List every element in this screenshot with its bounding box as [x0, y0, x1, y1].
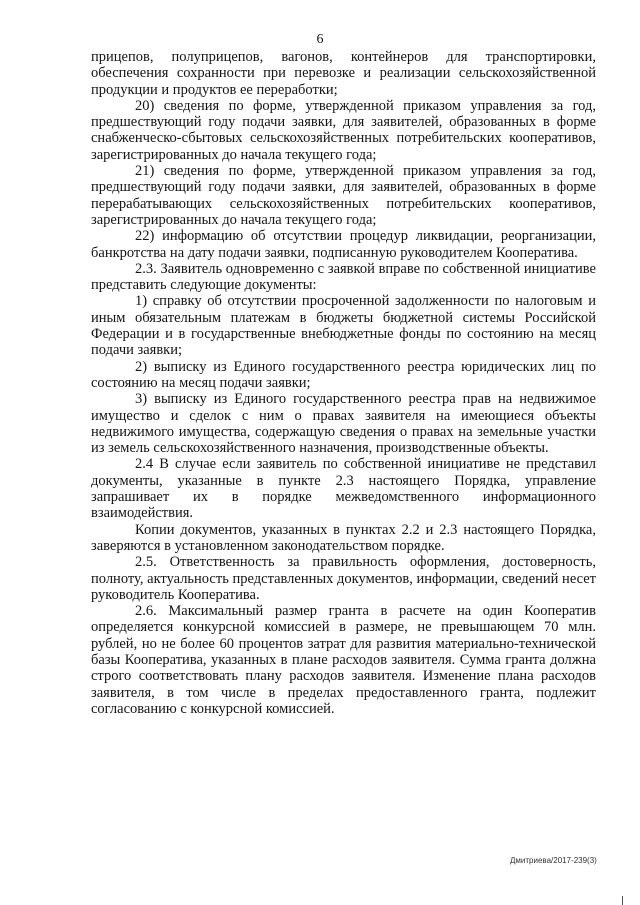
paragraph-item-22: 22) информацию об отсутствии процедур ликвидации, реорганизации, банкротства на дату подачи заявки, подписанную руководителем Кооператива. [91, 228, 596, 261]
paragraph-2-3-item-3: 3) выписку из Единого государственного реестра прав на недвижимое имущество и сделок с ним о правах заявителя на имеющиеся объекты недвижимого имущества, содержащую сведения о правах на земельные участки из земель сельскохозяйственного назначения, производственные объекты. [91, 391, 596, 457]
paragraph-2-6: 2.6. Максимальный размер гранта в расчете на один Кооператив определяется конкурсной комиссией в размере, не превышающем 70 млн. рублей, но не более 60 процентов затрат для развития материально-технической базы Кооператива, указанных в плане расходов заявителя. Сумма гранта должна строго соответствовать плану расходов заявителя. Изменение плана расходов заявителя, в том числе в пределах предоставленного гранта, подлежит согласованию с конкурсной комиссией. [91, 603, 596, 717]
paragraph-2-4: 2.4 В случае если заявитель по собственной инициативе не представил документы, указанные в пункте 2.3 настоящего Порядка, управление запрашивает их в порядке межведомственного информационного взаимодействия. [91, 456, 596, 522]
paragraph-2-3: 2.3. Заявитель одновременно с заявкой вправе по собственной инициативе представить следующие документы: [91, 260, 596, 294]
page-number: 6 [316, 32, 324, 47]
paragraph-2-5: 2.5. Ответственность за правильность оформления, достоверность, полноту, актуальность представленных документов, информации, сведений несет руководитель Кооператива. [91, 554, 596, 603]
scan-edge-mark [622, 896, 623, 905]
paragraph-2-3-item-2: 2) выписку из Единого государственного реестра юридических лиц по состоянию на месяц подачи заявки; [91, 358, 596, 391]
paragraph-item-21: 21) сведения по форме, утвержденной приказом управления за год, предшествующий году подачи заявки, для заявителей, образованных в форме перерабатывающих сельскохозяйственных потребительских кооперативов, зарегистрированных до начала текущего года; [91, 163, 596, 228]
document-body [91, 49, 596, 717]
paragraph-item-20: 20) сведения по форме, утвержденной приказом управления за год, предшествующий году подачи заявки, для заявителей, образованных в форме снабженческо-сбытовых сельскохозяйственных потребительских кооперативов, зарегистрированных до начала текущего года; [91, 97, 596, 163]
paragraph-continuation: прицепов, полуприцепов, вагонов, контейнеров для транспортировки, обеспечения сохранности при перевозке и реализации сельскохозяйственной продукции и продуктов ее переработки; [91, 49, 596, 98]
footer-stamp: Дмитриева/2017-239(3) [510, 856, 597, 865]
paragraph-copies: Копии документов, указанных в пунктах 2.2 и 2.3 настоящего Порядка, заверяются в установленном законодательством порядке. [91, 521, 596, 554]
paragraph-2-3-item-1: 1) справку об отсутствии просроченной задолженности по налоговым и иным обязательным платежам в бюджеты бюджетной системы Российской Федерации и в государственные внебюджетные фонды по состоянию на месяц подачи заявки; [91, 293, 596, 359]
